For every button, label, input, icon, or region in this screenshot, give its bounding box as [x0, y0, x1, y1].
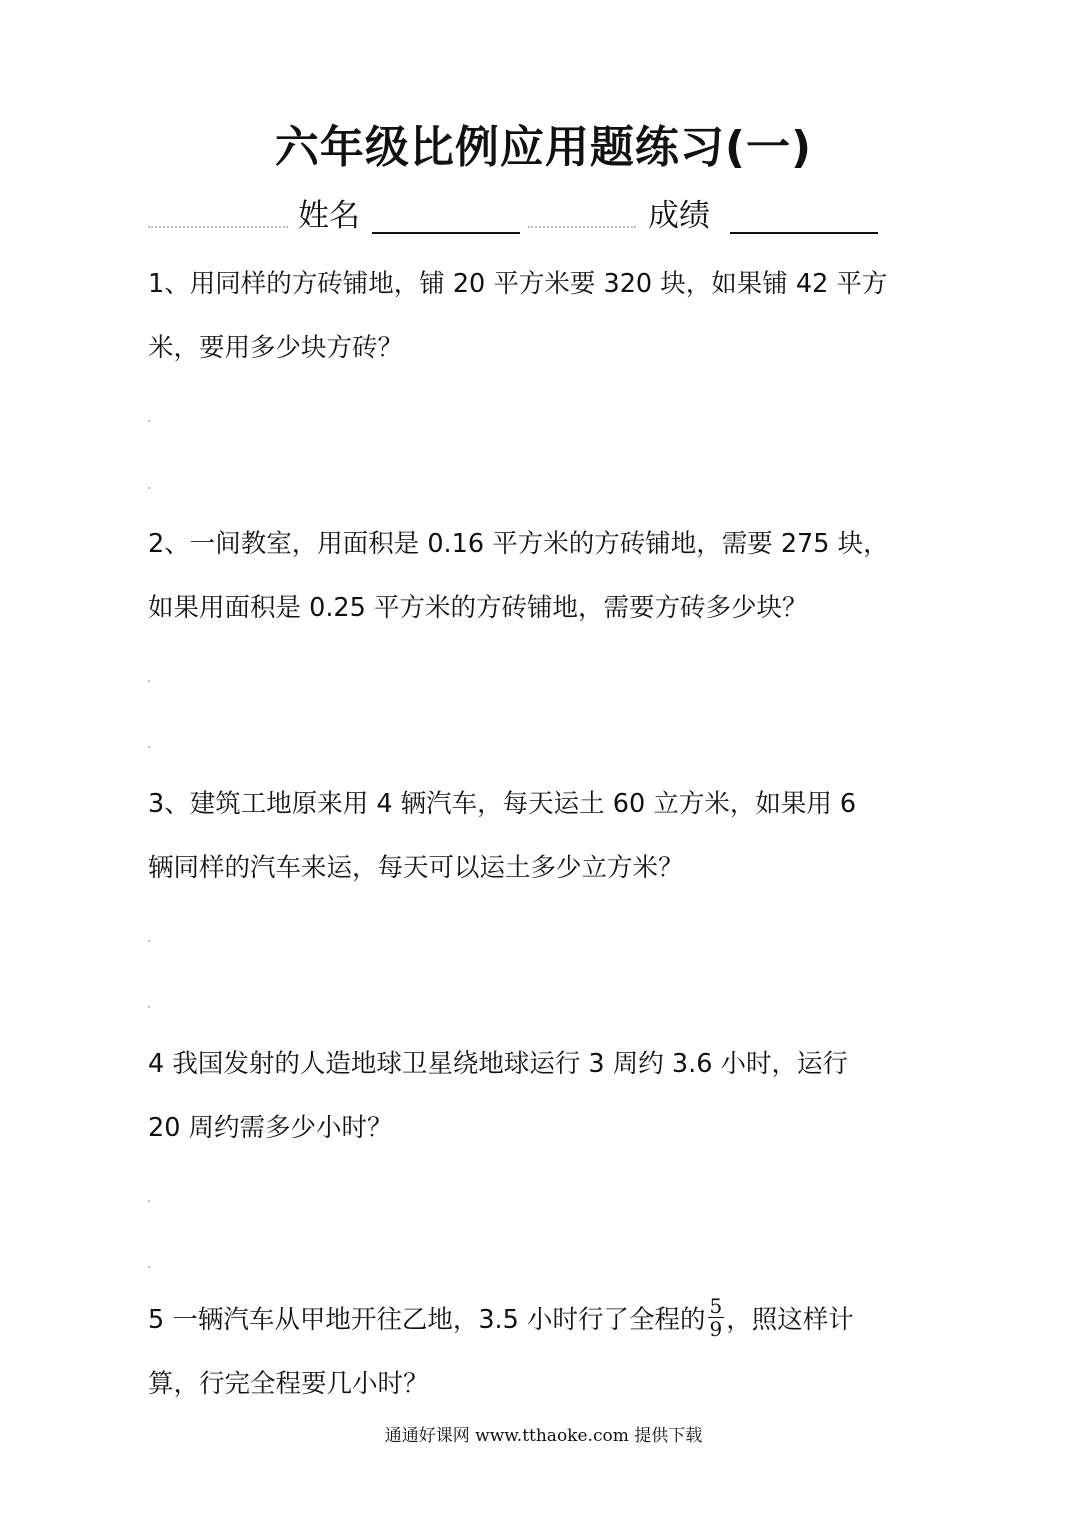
question-4-line-2: 20 周约需多少小时？ [148, 1113, 393, 1143]
question-5-text-after: ，照这样计 [726, 1305, 854, 1335]
fraction-denominator: 9 [709, 1316, 723, 1341]
question-2-line-2: 如果用面积是 0.25 平方米的方砖铺地，需要方砖多少块？ [148, 593, 808, 623]
dotted-leader [148, 226, 288, 230]
question-3-line-1: 3、建筑工地原来用 4 辆汽车，每天运土 60 立方米，如果用 6 [148, 789, 857, 819]
name-label: 姓名 [298, 198, 360, 234]
question-5 [148, 1288, 948, 1416]
footer-credit: 通通好课网 www.tthaoke.com 提供下载 [384, 1426, 703, 1446]
scan-speck [148, 680, 150, 682]
worksheet-title: 六年级比例应用题练习(一) [274, 122, 813, 173]
score-label: 成绩 [648, 198, 710, 234]
question-5-text-before: 5 一辆汽车从甲地开往乙地，3.5 小时行了全程的 [148, 1305, 706, 1335]
scan-speck [148, 940, 150, 942]
score-blank[interactable] [730, 232, 878, 234]
question-1-line-2: 米，要用多少块方砖？ [148, 333, 404, 363]
scan-speck [148, 1200, 150, 1202]
student-info-row [0, 196, 1087, 240]
dotted-leader [528, 226, 636, 230]
question-1 [148, 252, 948, 380]
scan-speck [148, 1006, 150, 1008]
question-5-line-1 [148, 1288, 948, 1352]
question-2 [148, 512, 948, 640]
scan-speck [148, 420, 150, 422]
fraction-numerator: 5 [709, 1293, 723, 1318]
question-5-line-2: 算，行完全程要几小时？ [148, 1369, 429, 1399]
scan-speck [148, 1266, 150, 1268]
question-3-line-2: 辆同样的汽车来运，每天可以运土多少立方米？ [148, 853, 684, 883]
question-3 [148, 772, 948, 900]
scan-speck [148, 746, 150, 748]
fraction-five-ninths [708, 1295, 725, 1340]
question-4-line-1: 4 我国发射的人造地球卫星绕地球运行 3 周约 3.6 小时，运行 [148, 1049, 849, 1079]
name-blank[interactable] [372, 232, 520, 234]
question-4 [148, 1032, 948, 1160]
question-1-line-1: 1、用同样的方砖铺地，铺 20 平方米要 320 块，如果铺 42 平方 [148, 269, 888, 299]
scan-speck [148, 487, 150, 489]
question-2-line-1: 2、一间教室，用面积是 0.16 平方米的方砖铺地，需要 275 块， [148, 529, 889, 559]
